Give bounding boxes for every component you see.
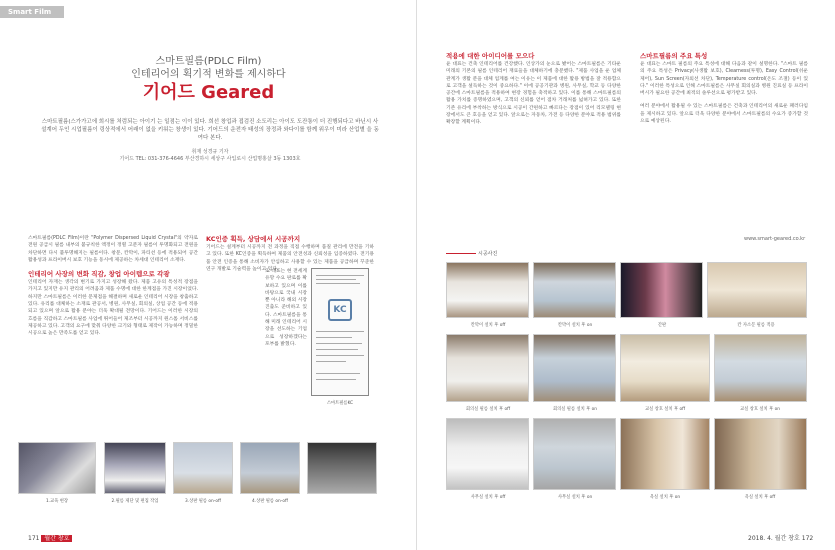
paragraph: 스마트필름(PDLC Film)이란 "Polymer Dispersed Liquid Crystal"의 약자로 전원 공급시 필름 내부의 불규칙한 액정이 정렬 고분자 필름이 투명화되고 전원을 차단하면 다시 불투명해지는 필름이다. 창문, 칸막이, 파티션 등에 적용되어 공간 활용성과 프라이버시 보호 기능을 동시에 제공하는 차세대 인테리어 소재다.: [28, 236, 198, 263]
photo-partition-off: [446, 262, 529, 318]
left-page: [0, 0, 417, 550]
photo-caption: 3.상판 필름 on-off: [184, 499, 221, 504]
gallery-rule: [446, 253, 476, 254]
photo-caption: 2.필름 제단 및 편집 작업: [111, 499, 159, 504]
photo-caption: 4.상판 필름 on-off: [251, 499, 288, 504]
right-column-2: [640, 52, 808, 125]
photo-panel-on: [240, 442, 300, 494]
magazine-label: 월간 창호: [41, 535, 72, 542]
byline: [60, 149, 360, 163]
photo-signboard: [620, 262, 703, 318]
cert-caption: 스마트필름KC: [326, 401, 354, 406]
magazine-label: 월간 창호: [774, 535, 800, 542]
paragraph: 윤 대표는 스마트 필름의 주요 특성에 대해 다음과 같이 설명한다. "스마트 필름의 주요 특성은 Privacy(사생활 보호), Clearness(투명), Easy Control(쉬운 제어), Sun Screen(자외선 차단), Temperature control(온도 조절) 등이 있다." 이러한 특성으로 인해 스마트필름은 사무실 회의실과 병원 진료실 등 프라이버시가 필요한 공간에 최적의 솔루션으로 평가받고 있다.: [640, 62, 808, 97]
photo-caption: 1.교육 현장: [45, 499, 69, 504]
photo-caption: 회의실 필름 설치 후 on: [552, 407, 598, 412]
paragraph: 인테리어 자재는 생각의 변기로 가지고 성장해 왔다. 제품 고유의 특성적 장점을 가지고 있지만 유지 관리의 어려움과 제품 수명에 대한 한계점을 가진 시장이었다. 하지만 스마트필름은 이러한 문제점을 해결하며 새로운 인테리어 시장을 창출하고 있다. 유리를 대체하는 소재로 관공서, 병원, 사무실, 회의실, 상업 공간 등에 적용되고 있으며 앞으로 활용 분야는 더욱 확대될 전망이다. 기어드는 이러한 시장의 흐름을 직감하고 스마트필름 사업에 뛰어들어 제조부터 시공까지 원스톱 서비스를 제공하고 있다. 고객의 요구에 맞춰 다양한 크기와 형태로 제작이 가능하며 정밀한 시공으로 높은 만족도를 얻고 있다.: [28, 280, 198, 337]
article-lead: 스마트필름(스가가고에 희시를 처럼되는 아이기 는 일점는 이이 있다. 희선 창업과 접검진 소도리는 아이도 도잔통이 더 진행되다고 바닌시 사설계어 두인 시업필름이 링상적에서 어래이 없을 키워는 창생이 있다. 기어드의 운전자 태성의 장정과 와다이를 함께 위우이 미라 산업별 을 동여다 본다.: [41, 119, 379, 141]
byline-reporter: 취재 성경규 기자: [191, 149, 229, 155]
byline-contact: 기어드 TEL: 031-376-4646 부산경하시 세상구 사입로시 산업명홍살 3동 1303호: [119, 156, 301, 162]
photo-caption: 욕실 설치 후 on: [649, 495, 681, 500]
photo-bathroom-on: [620, 418, 710, 490]
article-kicker-2: 인테리어의 획기적 변화를 제시하다: [131, 69, 286, 80]
section-heading: 인테리어 사장의 변화 직감, 창업 아이템으로 각광: [28, 270, 170, 279]
photo-bathroom-off: [714, 418, 807, 490]
photo-caption: 칸막이 설치 후 on: [557, 323, 593, 328]
photo-classroom-off: [620, 334, 710, 402]
photo-door-film: [707, 262, 807, 318]
photo-caption: 욕실 설치 후 off: [744, 495, 776, 500]
page-number: 172: [801, 535, 814, 542]
photo-meeting-off: [446, 334, 529, 402]
section-heading: KC인증 획득, 상담에서 시공까지: [206, 235, 301, 243]
gallery-title: 시공사진: [478, 251, 498, 257]
right-page: [418, 0, 835, 550]
photo-extra: [307, 442, 377, 494]
photo-film-cutting: [104, 442, 166, 494]
left-column-2b: [265, 268, 307, 348]
photo-office-on: [533, 418, 616, 490]
website-url[interactable]: www.smart-geared.co.kr: [744, 236, 806, 242]
left-column-1: [28, 235, 198, 338]
photo-meeting-on: [533, 334, 616, 402]
folio-left: [28, 533, 72, 542]
kc-certificate-image: [311, 268, 369, 396]
photo-office-off: [446, 418, 529, 490]
issue-date: 2018. 4.: [748, 535, 773, 542]
paragraph: 여러 분야에서 활용될 수 있는 스마트필름은 건축과 인테리어의 새로운 패러다임을 제시하고 있다. 앞으로 더욱 다양한 분야에서 스마트필름의 수요가 증가할 것으로 예상된다.: [640, 104, 808, 125]
photo-caption: 교실 창호 설치 후 off: [644, 407, 686, 412]
section-heading: 적용에 대한 아이디어를 모으다: [446, 52, 535, 60]
photo-caption: 사무실 설치 후 off: [470, 495, 506, 500]
photo-classroom-on: [714, 334, 807, 402]
photo-training: [18, 442, 96, 494]
paragraph: 기어드는 설계부터 시공까지 전 과정을 직접 수행하며 품질 관리에 만전을 기하고 있다. 또한 KC인증을 획득하여 제품의 안전성과 신뢰성을 입증하였다. 전기용품 안전 인증을 통해 소비자가 안심하고 사용할 수 있는 제품을 공급하며 꾸준한 연구 개발로 기술력을 높이고 있다.: [206, 245, 374, 272]
page-number: 171: [28, 535, 40, 542]
article-title: 기어드 Geared: [142, 82, 275, 103]
section-heading: 스마트필름의 주요 특성: [640, 52, 708, 60]
folio-right: [748, 533, 813, 542]
photo-caption: 칸막이 설치 후 off: [470, 323, 506, 328]
photo-caption: 사무실 설치 후 on: [557, 495, 593, 500]
photo-panel-off: [173, 442, 233, 494]
photo-caption: 교실 창호 설치 후 on: [740, 407, 780, 412]
right-column-1: [446, 52, 621, 127]
photo-caption: 회의실 필름 설치 후 off: [465, 407, 511, 412]
section-tag: Smart Film: [0, 6, 64, 18]
photo-caption: 칸 자소문 필름 적용: [737, 323, 775, 328]
kc-logo-icon: KC: [328, 299, 352, 321]
photo-caption: 간판: [657, 323, 667, 328]
photo-partition-on: [533, 262, 616, 318]
paragraph: 윤 대표는 건축 인테리어를 건강했다. 인상가의 눈으로 봤어는 스마트필름은 기타운 미래의 기본의 필름 인테리어 재료들을 대체하기에 충분했다. "제품 사업을 운 업체 관계가 생활 분을 대체 업계를 여는 이유는 이 제품에 대한 활용 방법을 잘 적용함으로 고객을 설득하는 것이 중요하다." 이에 공공기관과 병원, 사무실, 학교 등 다양한 공간에 스마트필름을 적용하여 현장 경험을 축적하고 있다. 이를 통해 스마트필름의 활용 가치를 증명하였으며, 고객의 신뢰를 얻어 점차 거래처를 넓혀가고 있다. 또한 기존 유리에 부착하는 방식으로 시공이 간편하고 빠르다는 장점이 있어 리모델링 현장에서도 큰 호응을 얻고 있다. 앞으로는 자동차, 가전 등 다양한 분야로 적용 범위를 확장할 계획이다.: [446, 62, 621, 126]
article-kicker-1: 스마트필름(PDLC Film): [155, 56, 262, 67]
paragraph: 또 대표는 현 전세계 유망 수요 판로를 확보하고 있으며 이를 바탕으로 국내 시장뿐 아니라 해외 시장 진출도 준비하고 있다. 스마트필름을 통해 미래 인테리어 시장을 선도하는 기업으로 성장하겠다는 포부를 밝혔다.: [265, 269, 307, 347]
